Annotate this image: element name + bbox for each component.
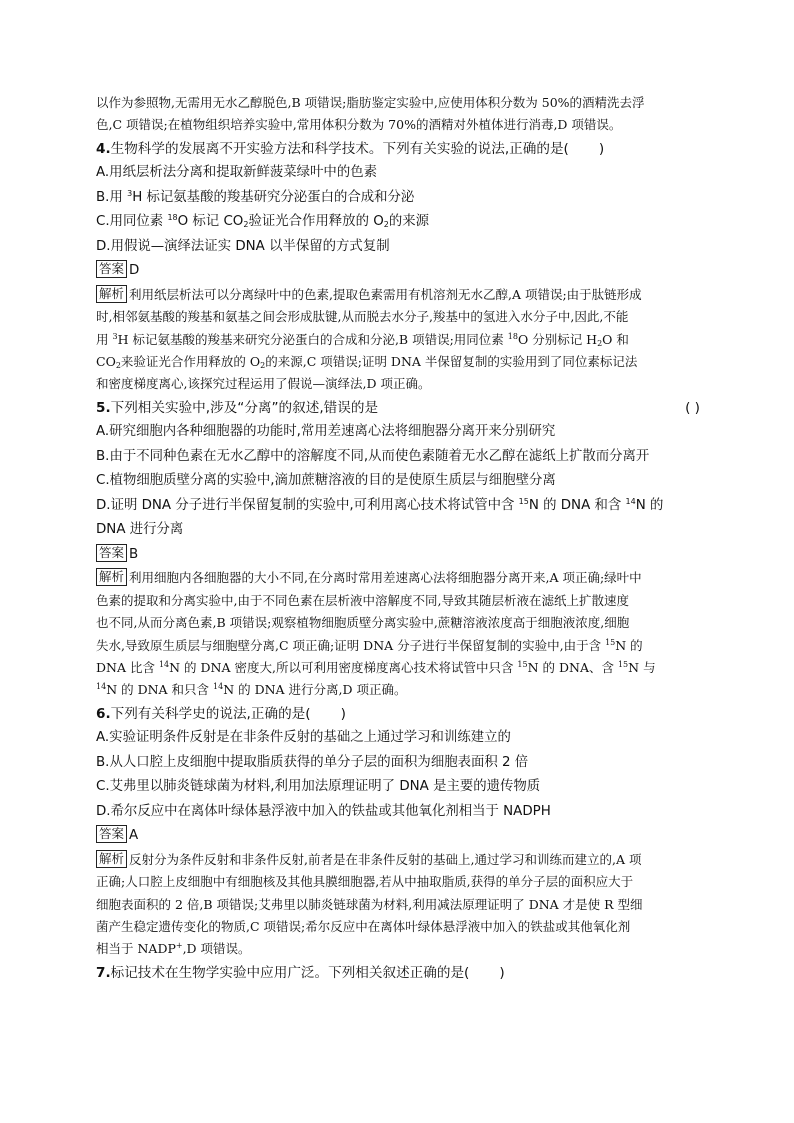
question-4-explanation: 解析 利用纸层析法可以分离绿叶中的色素,提取色素需用有机溶剂无水乙醇,A 项错误;由于肽链形成 时,相邻氨基酸的羧基和氨基之间会形成肽键,从而脱去水分子,羧基中的氢进入水分子中,因此,不能 用 $^3$H 标记氨基酸的羧基来研究分泌蛋白的合成和分泌,B 项错误;用同位素 $^{18}$O 分别标记 $H_2O$ 和 $CO_2$来验证光合作用释放的 $O_2$的来源,C 项错误;证明 DNA 半保留复制的实验用到了同位素标记法 和密度梯度离心,该探究过程运用了假说—演绎法,D 项正确。 [96, 285, 642, 392]
question-4-stem: 4.生物科学的发展离不开实验方法和科学技术。下列有关实验的说法,正确的是( ) [96, 140, 605, 157]
question-6-stem: 6.下列有关科学史的说法,正确的是( ) [96, 705, 346, 722]
question-5-option-b: B.由于不同种色素在无水乙醇中的溶解度不同,从而使色素随着无水乙醇在滤纸上扩散而分离开 [96, 448, 650, 464]
question-4-number: 4. [96, 140, 111, 157]
explain-tag: 解析 [96, 285, 127, 303]
question-6-answer: 答案 A [96, 824, 700, 849]
answer-tag: 答案 [96, 260, 127, 278]
question-5-stem: 5.下列相关实验中,涉及“分离”的叙述,错误的是 ( ) [96, 396, 700, 421]
question-4-option-a: A.用纸层析法分离和提取新鲜菠菜绿叶中的色素 [96, 165, 377, 181]
document-page [96, 92, 700, 985]
intro-line-2: 色,C 项错误;在植物组织培养实验中,常用体积分数为 70%的酒精对外植体进行消毒,D 项错误。 [96, 117, 622, 133]
question-6-option-b: B.从人口腔上皮细胞中提取脂质获得的单分子层的面积为细胞表面积 2 倍 [96, 754, 529, 770]
question-7-number: 7. [96, 964, 111, 981]
explain-tag: 解析 [96, 568, 127, 586]
question-6-option-a: A.实验证明条件反射是在非条件反射的基础之上通过学习和训练建立的 [96, 730, 511, 746]
intro-line-1: 以作为参照物,无需用无水乙醇脱色,B 项错误;脂肪鉴定实验中,应使用体积分数为 50%的酒精洗去浮 [96, 95, 645, 110]
question-7-stem: 7.标记技术在生物学实验中应用广泛。下列相关叙述正确的是( ) [96, 964, 505, 981]
question-6-option-c: C.艾弗里以肺炎链球菌为材料,利用加法原理证明了 DNA 是主要的遗传物质 [96, 779, 541, 795]
question-5-number: 5. [96, 399, 111, 416]
question-5-answer: 答案 B [96, 543, 700, 568]
question-5-explanation: 解析 利用细胞内各细胞器的大小不同,在分离时常用差速离心法将细胞器分离开来,A 项正确;绿叶中 色素的提取和分离实验中,由于不同色素在层析液中溶解度不同,导致其随层析液在滤纸上扩散速度 也不同,从而分离色素,B 项错误;观察植物细胞质壁分离实验中,蔗糖溶液浓度高于细胞液浓度,细胞 失水,导致原生质层与细胞壁分离,C 项正确;证明 DNA 分子进行半保留复制的实验中,由于含 $^{15}$N 的 DNA 比含 $^{14}$N 的 DNA 密度大,所以可利用密度梯度离心技术将试管中只含 $^{15}$N 的 DNA、含 $^{15}$N 与 $^{14}$N 的 DNA 和只含 $^{14}$N 的 DNA 进行分离,D 项正确。 [96, 569, 656, 698]
explain-tag: 解析 [96, 850, 127, 868]
question-6-option-d: D.希尔反应中在离体叶绿体悬浮液中加入的铁盐或其他氧化剂相当于 NADPH [96, 803, 551, 819]
question-4-answer: 答案 D [96, 259, 700, 284]
question-5-paren: ( ) [685, 399, 700, 416]
question-6-explanation: 解析 反射分为条件反射和非条件反射,前者是在非条件反射的基础上,通过学习和训练而建立的,A 项 正确;人口腔上皮细胞中有细胞核及其他具膜细胞器,若从中抽取脂质,获得的单分子层的面积应大于 细胞表面积的 2 倍,B 项错误;艾弗里以肺炎链球菌为材料,利用减法原理证明了 DNA 才是使 R 型细 菌产生稳定遗传变化的物质,C 项错误;希尔反应中在离体叶绿体悬浮液中加入的铁盐或其他氧化剂 相当于 NADP+,D 项错误。 [96, 850, 643, 957]
question-5-option-d: D.证明 DNA 分子进行半保留复制的实验中,可利用离心技术将试管中含 $^{15}$N 的 DNA 和含 $^{14}$N 的 DNA 进行分离 [96, 496, 664, 538]
answer-tag: 答案 [96, 825, 127, 843]
question-5-option-a: A.研究细胞内各种细胞器的功能时,常用差速离心法将细胞器分离开来分别研究 [96, 424, 556, 440]
question-5-option-c: C.植物细胞质壁分离的实验中,滴加蔗糖溶液的目的是使原生质层与细胞壁分离 [96, 473, 556, 489]
question-6-number: 6. [96, 705, 111, 722]
question-4-option-c: C.用同位素 $^{18}$O 标记 $CO_2$验证光合作用释放的 $O_2$的来源 [96, 213, 430, 230]
question-4-option-d: D.用假说—演绎法证实 DNA 以半保留的方式复制 [96, 238, 390, 254]
answer-tag: 答案 [96, 544, 127, 562]
question-4-option-b: B.用 $^3$H 标记氨基酸的羧基研究分泌蛋白的合成和分泌 [96, 188, 415, 205]
